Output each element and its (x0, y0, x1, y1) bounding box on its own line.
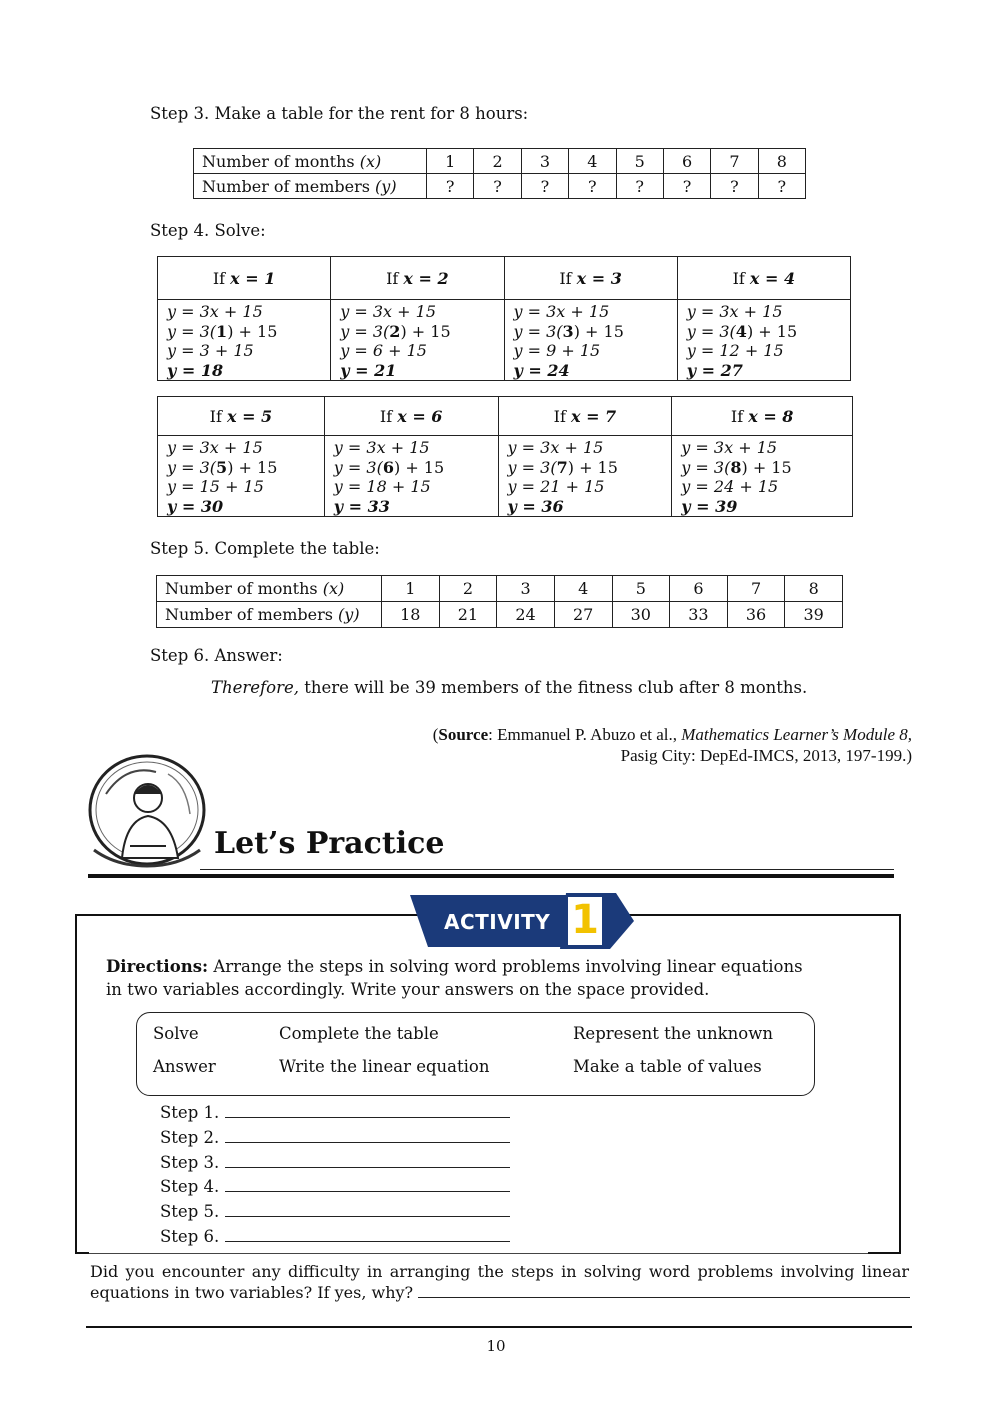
table-cell: 8 (758, 149, 805, 174)
activity-label: ACTIVITY (444, 910, 551, 934)
row-label (157, 576, 382, 602)
option-item: Write the linear equation (279, 1057, 490, 1076)
x-value: x = 3 (576, 268, 622, 288)
row-label (194, 174, 427, 199)
table-cell: 3 (521, 149, 568, 174)
step-label: Step 5. (160, 1202, 220, 1221)
source-line-2: Pasig City: DepEd-IMCS, 2013, 197-199.) (620, 746, 912, 765)
table-cell: ? (569, 174, 616, 199)
case-header (158, 257, 331, 300)
table-cell: ? (758, 174, 805, 199)
table-cell: 33 (670, 602, 728, 628)
table-row (194, 149, 806, 174)
source-citation (433, 724, 912, 766)
case-work (158, 300, 331, 381)
row-label-var: (x) (322, 579, 345, 598)
step-label: Step 2. (160, 1128, 220, 1147)
table-row (158, 436, 853, 517)
activity-badge (410, 893, 634, 949)
eq-part: ) + 15 (227, 321, 278, 341)
table-cell: 2 (474, 149, 521, 174)
eq-part: y = 3( (340, 321, 390, 341)
equation-line: y = 3x + 15 (167, 302, 263, 321)
equation-line: y = 3x + 15 (167, 438, 263, 457)
option-item: Make a table of values (573, 1057, 762, 1076)
source-paren: ( (432, 725, 439, 744)
if-label: If (386, 268, 404, 288)
case-header (498, 397, 672, 436)
x-value: x = 2 (403, 268, 449, 288)
eq-part: ) + 15 (741, 457, 792, 477)
eq-part: y = 3( (681, 457, 731, 477)
case-header (331, 257, 504, 300)
footer-rule (86, 1326, 912, 1328)
equation-result: y = 36 (507, 496, 564, 516)
case-header (158, 397, 325, 436)
section-title: Let’s Practice (214, 826, 445, 861)
eq-part: y = 3( (167, 457, 217, 477)
directions-line-2: in two variables accordingly. Write your answers on the space provided. (106, 980, 710, 999)
if-label: If (730, 406, 749, 426)
directions-line-1 (106, 957, 803, 976)
case-work (498, 436, 672, 517)
table-cell: ? (427, 174, 474, 199)
reflection-question-line-1: Did you encounter any difficulty in arranging the steps in solving word problems involving linear (90, 1262, 909, 1281)
case-header (677, 257, 850, 300)
eq-part: y = 3( (333, 457, 383, 477)
if-label: If (732, 268, 750, 288)
table-cell: 4 (554, 576, 612, 602)
table-cell: 6 (670, 576, 728, 602)
table-cell: ? (711, 174, 758, 199)
option-item: Answer (153, 1057, 216, 1076)
equation-line: y = 12 + 15 (686, 341, 784, 360)
if-label: If (553, 406, 571, 426)
table-cell: 24 (497, 602, 555, 628)
equation-line (167, 458, 324, 478)
step3-text: Step 3. Make a table for the rent for 8 hours: (150, 104, 529, 123)
equation-line: y = 24 + 15 (681, 477, 779, 496)
if-label: If (209, 406, 227, 426)
equation-result: y = 24 (513, 360, 570, 380)
answer-blank[interactable] (225, 1103, 510, 1118)
answer-step (160, 1227, 510, 1246)
step6-text: Step 6. Answer: (150, 646, 283, 665)
equation-line: y = 3x + 15 (686, 302, 783, 321)
answer-blank[interactable] (225, 1153, 510, 1168)
equation-line (514, 322, 677, 342)
table-cell: 39 (785, 602, 843, 628)
reflection-question-line-2 (90, 1283, 910, 1302)
table-cell: ? (474, 174, 521, 199)
equation-line: y = 9 + 15 (513, 341, 601, 360)
case-work (504, 300, 677, 381)
eq-part: y = 3( (513, 321, 563, 341)
solve-table-1 (157, 256, 851, 381)
eq-part: ) + 15 (227, 457, 278, 477)
table-cell: 3 (497, 576, 555, 602)
equation-line (687, 322, 850, 342)
case-work (677, 300, 850, 381)
step-label: Step 3. (160, 1153, 220, 1172)
activity-number: 1 (571, 897, 599, 943)
if-label: If (212, 268, 231, 288)
step-label: Step 1. (160, 1103, 220, 1122)
case-header (324, 397, 498, 436)
table-cell: 21 (439, 602, 497, 628)
equation-result: y = 30 (167, 496, 224, 516)
question-text: equations in two variables? If yes, why? (90, 1283, 414, 1302)
table-cell: 18 (382, 602, 440, 628)
eq-part: ) + 15 (746, 321, 798, 341)
equation-line: y = 6 + 15 (340, 341, 427, 360)
row-label-text: Number of months (165, 579, 323, 598)
table-row (158, 257, 851, 300)
row-label-var: (y) (338, 605, 360, 624)
eq-part: ) + 15 (393, 457, 445, 477)
title-underline-thin (200, 869, 894, 870)
equation-line (340, 322, 503, 342)
eq-part: y = 3( (167, 321, 217, 341)
table-cell: 5 (612, 576, 670, 602)
equation-line: y = 3x + 15 (513, 302, 610, 321)
reflection-answer-blank[interactable] (418, 1285, 910, 1298)
title-underline-thick (88, 874, 894, 878)
step4-text: Step 4. Solve: (150, 221, 266, 240)
case-work (158, 436, 325, 517)
row-label (194, 149, 427, 174)
table-cell: 8 (785, 576, 843, 602)
equation-result: y = 39 (681, 496, 738, 516)
table-cell: 1 (427, 149, 474, 174)
option-item: Represent the unknown (573, 1024, 773, 1043)
case-header (504, 257, 677, 300)
table-cell: 36 (727, 602, 785, 628)
page-number: 10 (486, 1337, 506, 1355)
equation-result: y = 18 (167, 360, 224, 380)
answer-rest: there will be 39 members of the fitness club after 8 months. (299, 678, 808, 697)
eq-part: 6 (382, 457, 394, 477)
equation-line (681, 458, 852, 478)
equation-result: y = 33 (333, 496, 390, 516)
case-header (672, 397, 853, 436)
equation-result: y = 21 (340, 360, 397, 380)
if-label: If (559, 268, 577, 288)
answer-step (160, 1153, 510, 1172)
table-row (158, 300, 851, 381)
x-value: x = 1 (230, 268, 276, 288)
x-value: x = 5 (226, 406, 273, 426)
row-label-var: (x) (359, 151, 382, 171)
row-label-var: (y) (375, 176, 397, 196)
case-work (324, 436, 498, 517)
equation-line: y = 3 + 15 (167, 341, 254, 360)
source-title: Mathematics Learner’s Module 8, (681, 725, 912, 744)
eq-part: 2 (389, 321, 401, 341)
row-label-text: Number of members (165, 605, 339, 624)
source-authors: : Emmanuel P. Abuzo et al., (488, 725, 682, 744)
equation-line: y = 15 + 15 (167, 477, 264, 496)
answer-blank[interactable] (225, 1177, 510, 1192)
table-cell: 1 (382, 576, 440, 602)
source-line-1 (433, 724, 912, 745)
table-cell: 2 (439, 576, 497, 602)
table-row (194, 174, 806, 199)
equation-line: y = 3x + 15 (333, 438, 430, 457)
answer-blank[interactable] (225, 1227, 510, 1242)
row-label-text: Number of months (202, 151, 360, 171)
table-row (157, 576, 843, 602)
answer-step (160, 1177, 510, 1196)
table-cell: 7 (727, 576, 785, 602)
eq-part: 4 (735, 321, 747, 341)
equation-line (508, 458, 672, 478)
answer-step (160, 1103, 510, 1122)
table-cell: ? (616, 174, 663, 199)
answer-blank[interactable] (225, 1202, 510, 1217)
step5-text: Step 5. Complete the table: (150, 539, 380, 558)
eq-part: 7 (556, 457, 568, 477)
student-writing-icon (86, 754, 208, 870)
x-value: x = 7 (570, 406, 617, 426)
equation-line (167, 322, 330, 342)
x-value: x = 6 (397, 406, 443, 426)
answer-blank[interactable] (225, 1128, 510, 1143)
eq-part: y = 3( (686, 321, 736, 341)
table-cell: ? (663, 174, 710, 199)
table-cell: ? (521, 174, 568, 199)
eq-part: 8 (730, 457, 742, 477)
x-value: x = 8 (748, 406, 794, 426)
equation-line: y = 21 + 15 (507, 477, 605, 496)
equation-line: y = 18 + 15 (333, 477, 431, 496)
step-label: Step 6. (160, 1227, 220, 1246)
equation-line: y = 3x + 15 (340, 302, 437, 321)
option-item: Complete the table (279, 1024, 439, 1043)
student-emblem (86, 754, 208, 870)
box-corner-left (75, 1252, 89, 1254)
table-cell: 7 (711, 149, 758, 174)
row-label (157, 602, 382, 628)
directions-text: Arrange the steps in solving word problems involving linear equations (208, 957, 803, 976)
case-work (331, 300, 504, 381)
box-bottom-line (89, 1253, 868, 1254)
table-row (157, 602, 843, 628)
answer-step (160, 1202, 510, 1221)
answer-italic: Therefore, (211, 678, 299, 697)
eq-part: y = 3( (507, 457, 557, 477)
table-cell: 5 (616, 149, 663, 174)
table-cell: 6 (663, 149, 710, 174)
source-label: Source (438, 725, 489, 744)
equation-result: y = 27 (686, 360, 743, 380)
eq-part: ) + 15 (573, 321, 624, 341)
solve-table-2 (157, 396, 853, 517)
table-row (158, 397, 853, 436)
option-item: Solve (153, 1024, 199, 1043)
box-corner-right (868, 1252, 899, 1254)
eq-part: ) + 15 (400, 321, 451, 341)
eq-part: 3 (562, 321, 574, 341)
equation-line (334, 458, 498, 478)
directions-label: Directions: (106, 957, 209, 976)
if-label: If (379, 406, 398, 426)
case-work (672, 436, 853, 517)
eq-part: 5 (216, 457, 228, 477)
step-label: Step 4. (160, 1177, 220, 1196)
equation-line: y = 3x + 15 (681, 438, 778, 457)
table-cell: 27 (554, 602, 612, 628)
table-cell: 30 (612, 602, 670, 628)
x-value: x = 4 (749, 268, 796, 288)
step3-table (193, 148, 806, 199)
table-cell: 4 (569, 149, 616, 174)
answer-sentence (211, 678, 807, 697)
step5-table (156, 575, 843, 628)
answer-step (160, 1128, 510, 1147)
eq-part: ) + 15 (567, 457, 618, 477)
row-label-text: Number of members (202, 176, 376, 196)
equation-line: y = 3x + 15 (507, 438, 604, 457)
eq-part: 1 (216, 321, 228, 341)
